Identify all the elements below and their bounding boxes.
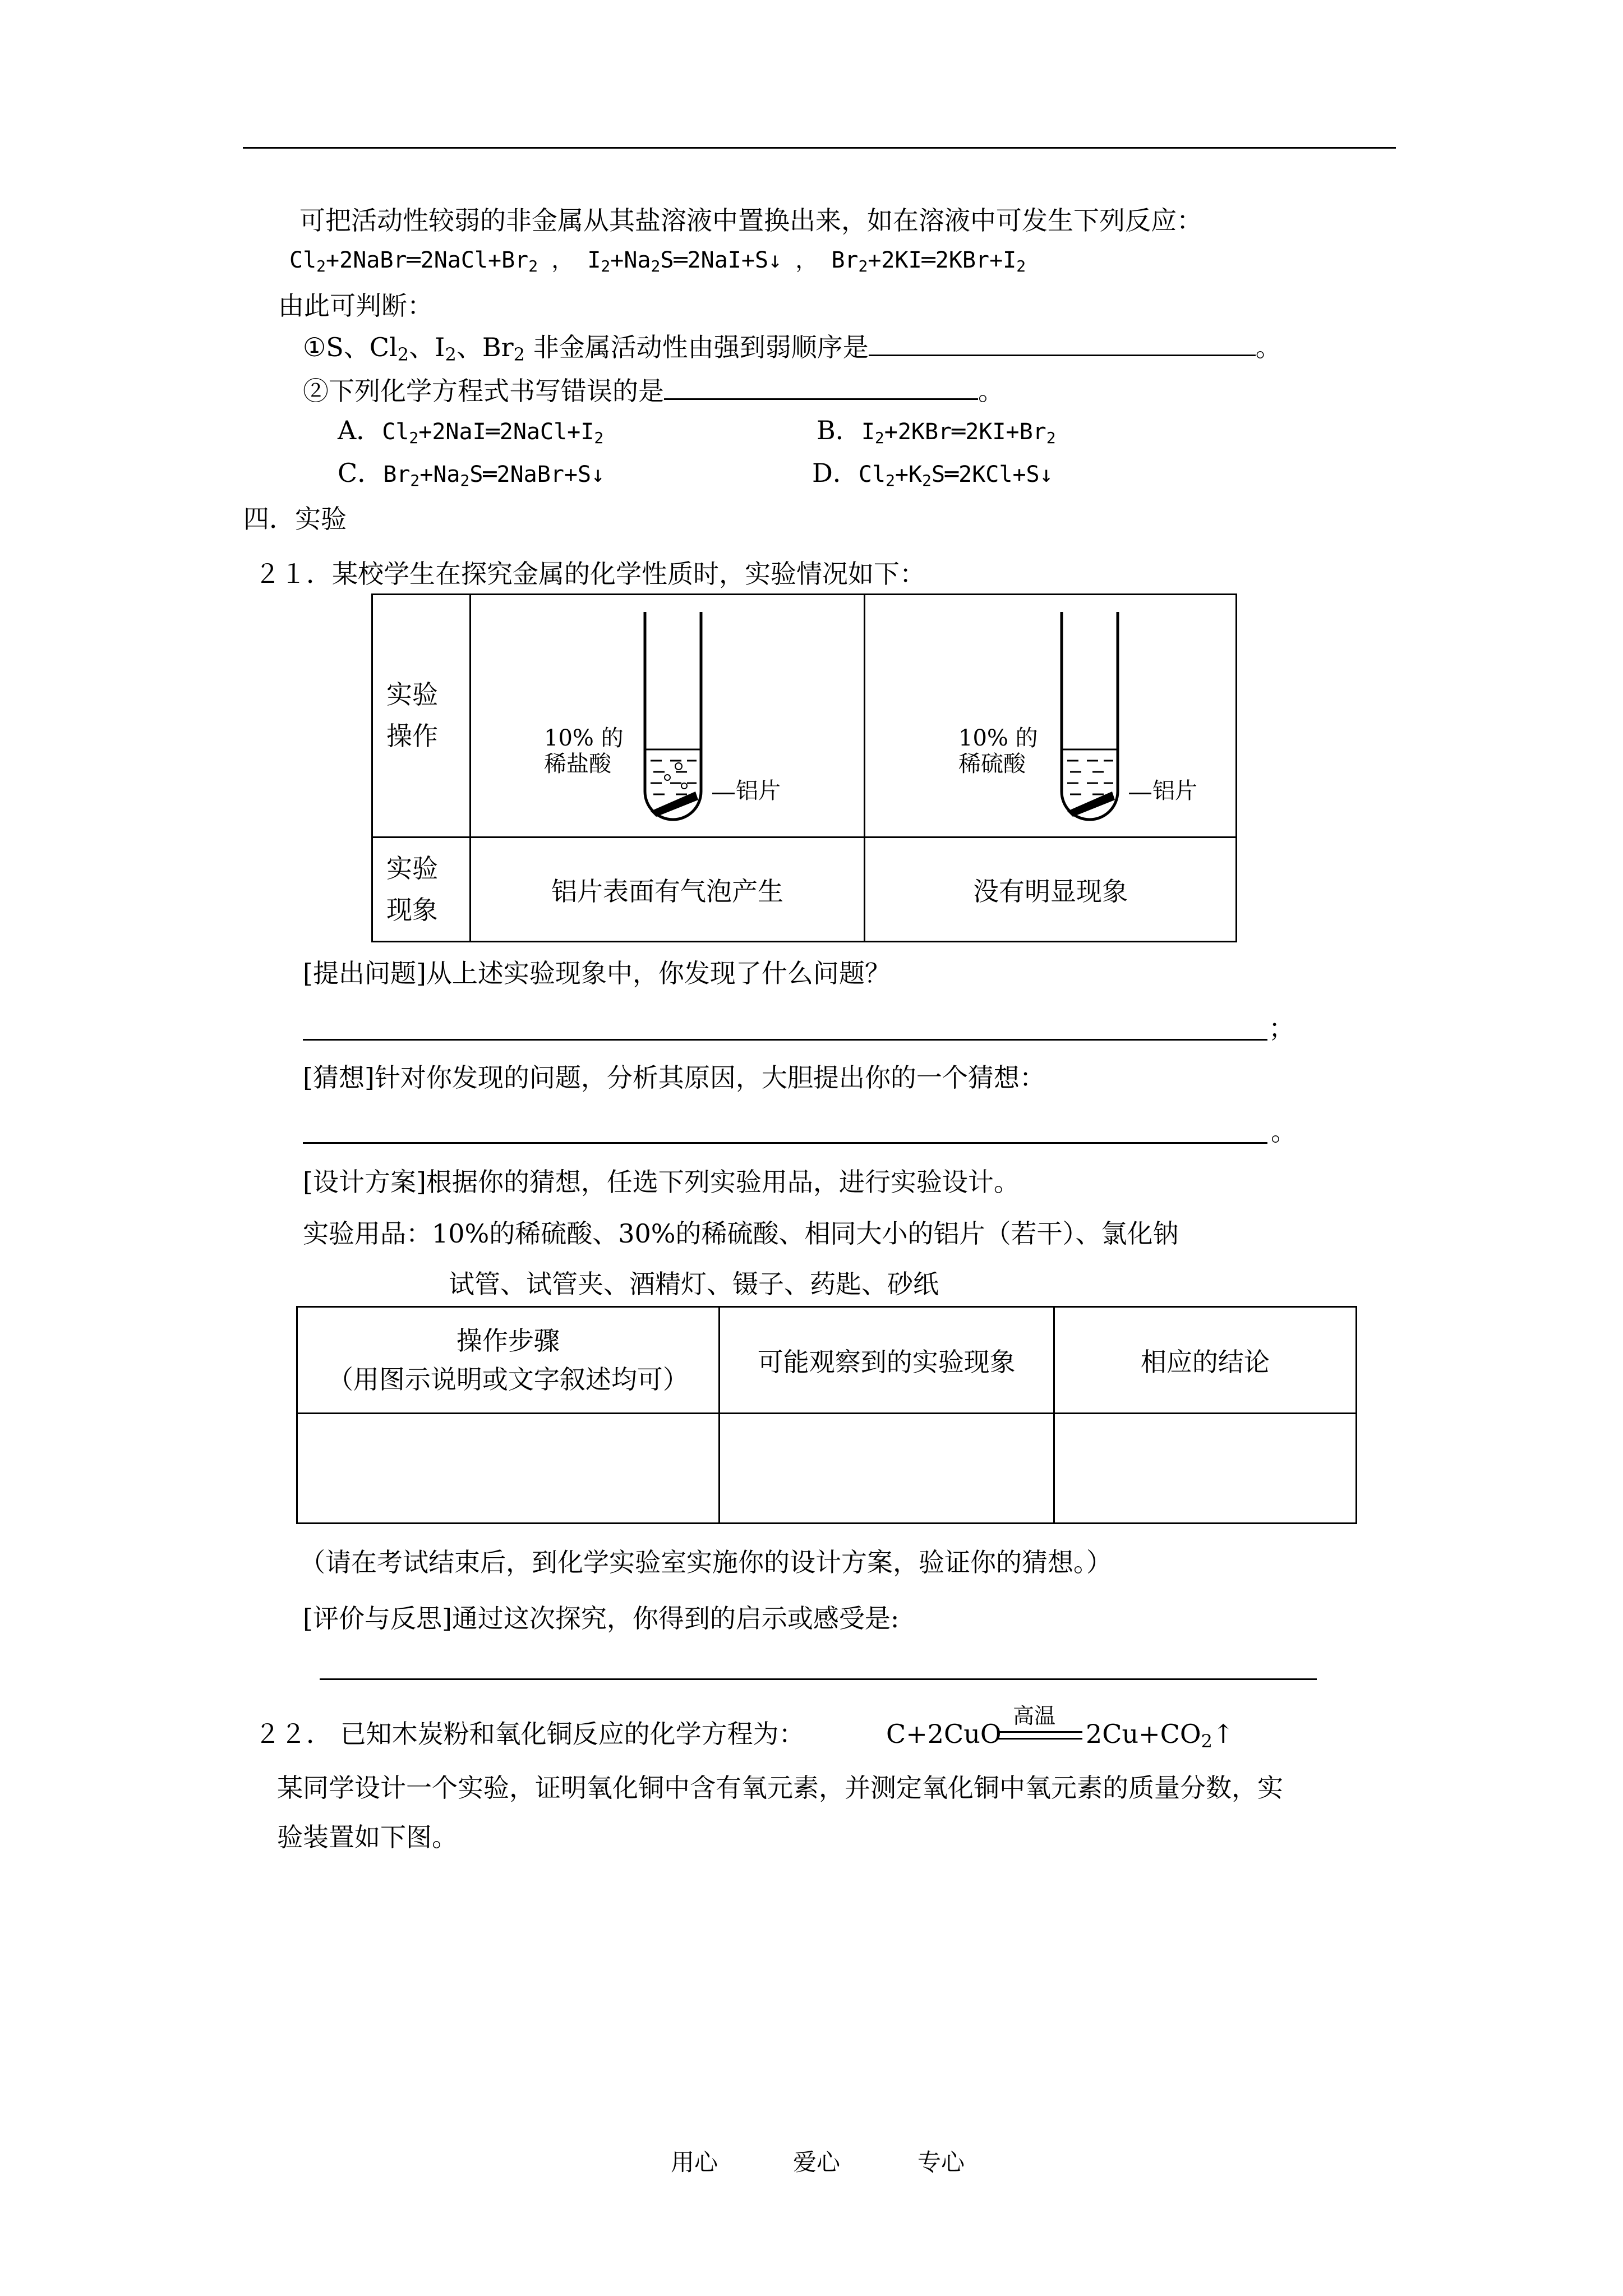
judge-text: 由此可判断：	[278, 291, 433, 321]
reaction-2: $I_2+Na_2S═2NaI+S↓$	[587, 247, 782, 275]
pointer-line-2	[1129, 793, 1151, 794]
up-arrow-icon: ↑	[1212, 1719, 1234, 1749]
header-rule	[243, 147, 1396, 149]
reflect-prompt: [评价与反思]通过这次探究，你得到的启示或感受是:	[303, 1603, 900, 1634]
footer-a: 用心	[671, 2148, 718, 2176]
conclusion-input-cell[interactable]	[1054, 1414, 1356, 1524]
tube-label-1: 10% 的 稀盐酸	[544, 725, 624, 777]
observation-1: 铝片表面有气泡产生	[471, 838, 865, 942]
ask-answer-line[interactable]	[303, 1039, 1267, 1041]
header-steps: 操作步骤 （用图示说明或文字叙述均可）	[297, 1307, 720, 1414]
guess-prompt: [猜想]针对你发现的问题，分析其原因，大胆提出你的一个猜想：	[303, 1062, 1045, 1093]
aluminum-label-1: 铝片	[736, 778, 781, 804]
tube-cell-2	[865, 595, 1237, 838]
experiment-table	[371, 593, 1237, 942]
question-21: ２１．某校学生在探究金属的化学性质时，实验情况如下：	[255, 559, 925, 589]
tube-cell-1	[471, 595, 865, 838]
q22-body-1: 某同学设计一个实验，证明氧化铜中含有氧元素，并测定氧化铜中氧元素的质量分数，实	[277, 1773, 1283, 1803]
aluminum-label-2: 铝片	[1152, 778, 1197, 804]
answer-blank-1[interactable]	[869, 332, 1256, 356]
equals-bar-bottom	[998, 1738, 1082, 1740]
reaction-3: $Br_2+2KI═2KBr+I_2$	[831, 247, 1026, 275]
tube-label-2: 10% 的 稀硫酸	[958, 725, 1038, 777]
steps-input-cell[interactable]	[297, 1414, 720, 1524]
intro-text: 可把活动性较弱的非金属从其盐溶液中置换出来，如在溶液中可发生下列反应：	[299, 205, 1202, 236]
ask-end: ；	[1269, 1013, 1294, 1043]
reaction-1: $Cl_2+2NaBr═2NaCl+Br_2$	[289, 247, 538, 275]
header-conclusion: 相应的结论	[1054, 1307, 1356, 1414]
materials-line-2: 试管、试管夹、酒精灯、镊子、药匙、砂纸	[449, 1269, 939, 1299]
answer-blank-2[interactable]	[664, 376, 978, 400]
observation-2: 没有明显现象	[865, 838, 1237, 942]
option-d: D．$Cl_2+K_2S═2KCl+S↓$	[812, 458, 1053, 490]
reaction-line: $Cl_2+2NaBr═2NaCl+Br_2$ ， $I_2+Na_2S═2NaI+S↓$ ， $Br_2+2KI═2KBr+I_2$	[289, 247, 1026, 275]
test-tube-1-icon	[628, 606, 718, 831]
question-1: ①S、$Cl_2$、$I_2$、$Br_2$ 非金属活动性由强到弱顺序是 。	[303, 332, 1281, 366]
question-22: ２２． 已知木炭粉和氧化铜反应的化学方程为：	[255, 1719, 805, 1749]
guess-answer-line[interactable]	[303, 1142, 1267, 1144]
question-2: ②下列化学方程式书写错误的是 。	[303, 376, 1004, 406]
condition-label: 高温	[1013, 1704, 1056, 1728]
design-table	[296, 1306, 1357, 1524]
phenomena-input-cell[interactable]	[719, 1414, 1054, 1524]
materials-line-1: 实验用品：10%的稀硫酸、30%的稀硫酸、相同大小的铝片（若干）、氯化钠	[303, 1218, 1179, 1249]
ask-question: [提出问题]从上述实验现象中，你发现了什么问题？	[303, 958, 891, 988]
footer-c: 专心	[917, 2148, 965, 2176]
equals-bar-top	[998, 1731, 1082, 1733]
option-b: B．$I_2+2KBr═2KI+Br_2$	[817, 415, 1056, 447]
q22-body-2: 验装置如下图。	[277, 1822, 458, 1852]
header-phenomena: 可能观察到的实验现象	[719, 1307, 1054, 1414]
footer-b: 爱心	[793, 2148, 841, 2176]
option-a: A．$Cl_2+2NaI═2NaCl+I_2$	[338, 415, 604, 447]
row-header-observation: 实验 现象	[372, 838, 471, 942]
section-title: 四．实验	[243, 504, 347, 534]
reflect-answer-line[interactable]	[320, 1678, 1317, 1680]
guess-end: 。	[1271, 1116, 1297, 1147]
design-prompt: [设计方案]根据你的猜想，任选下列实验用品，进行实验设计。	[303, 1167, 1020, 1197]
equation: C+2CuO 高温 $2Cu+CO_2↑$	[886, 1699, 1245, 1760]
row-header-operation: 实验 操作	[372, 595, 471, 838]
pointer-line-1	[712, 793, 735, 794]
option-c: C．$Br_2+Na_2S═2NaBr+S↓$	[338, 458, 605, 490]
test-tube-2-icon	[1045, 606, 1135, 831]
note-text: （请在考试结束后，到化学实验室实施你的设计方案，验证你的猜想。）	[299, 1547, 1112, 1577]
